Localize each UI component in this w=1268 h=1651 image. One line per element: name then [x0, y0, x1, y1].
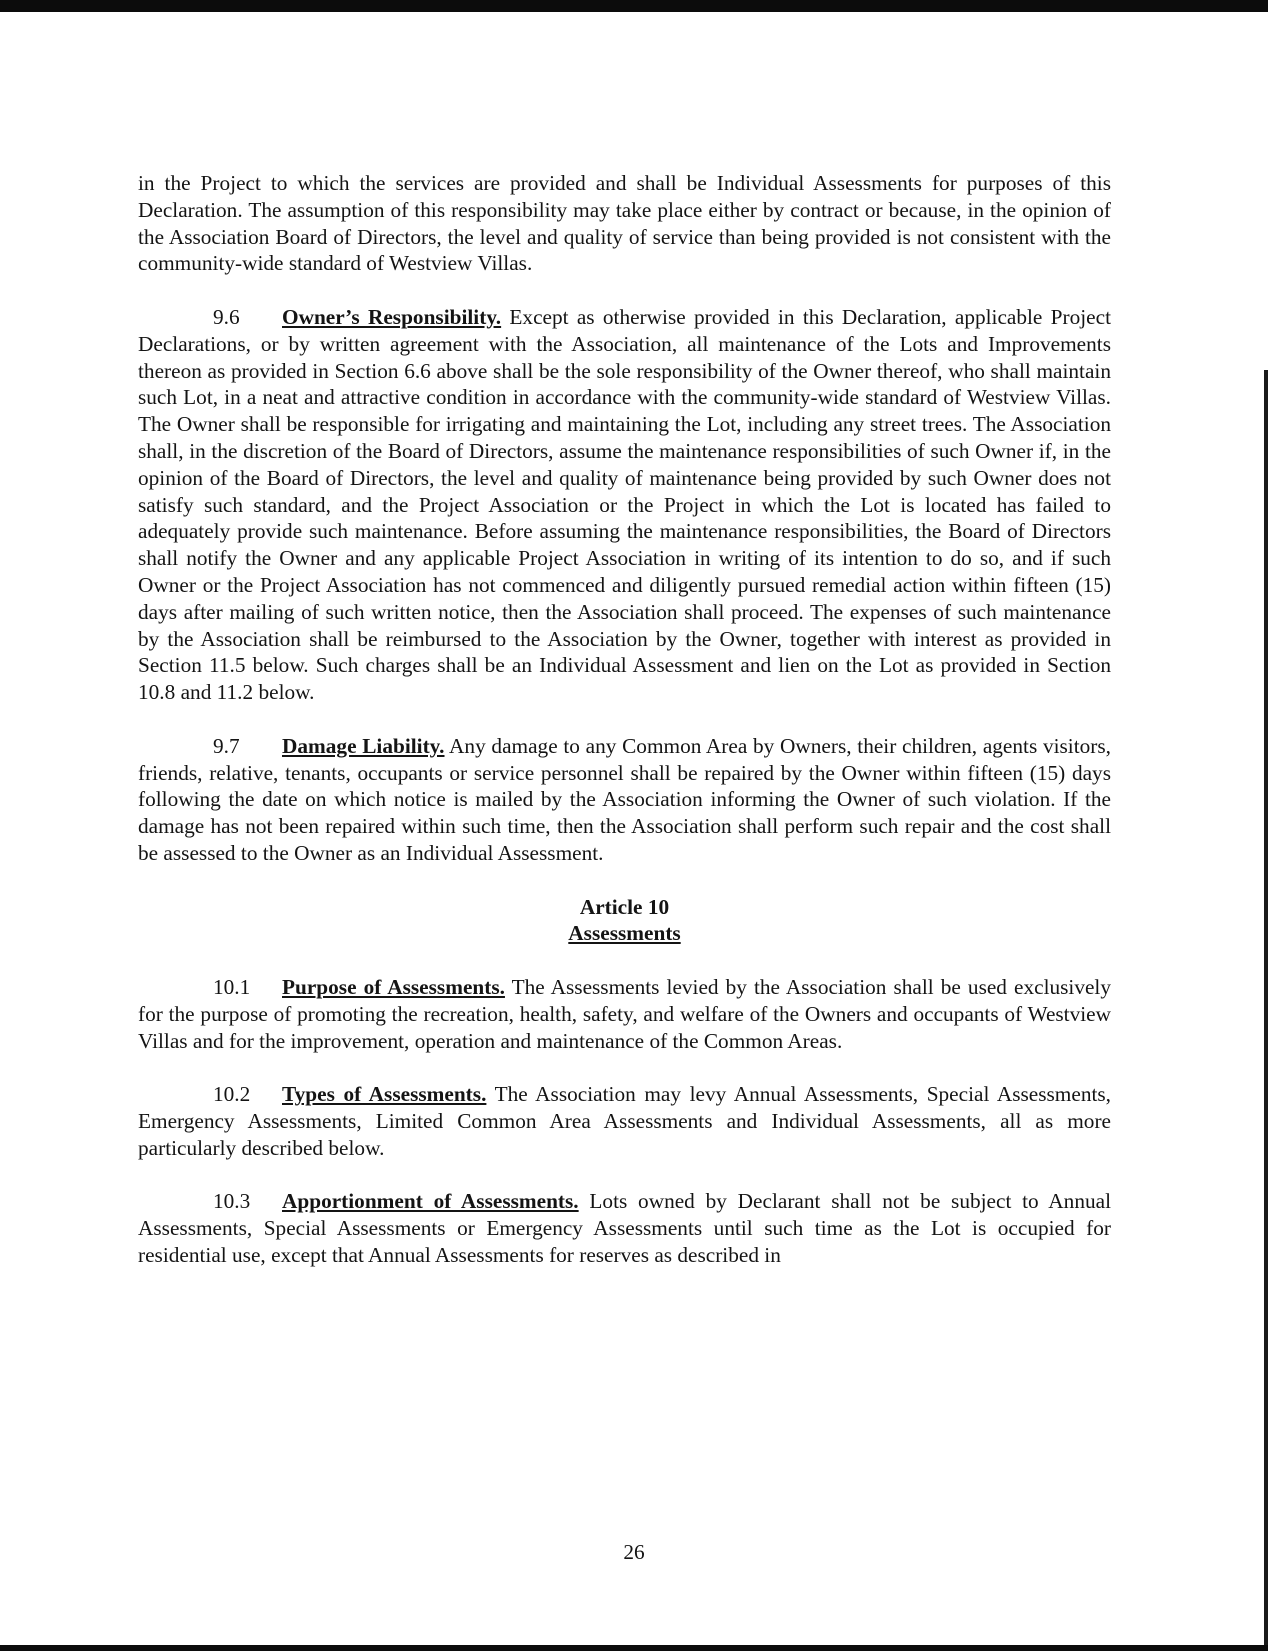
section-9-7: [138, 733, 1111, 867]
paragraph-text: in the Project to which the services are provided and shall be Individual Assessments for purposes of this Declaration. The assumption of this responsibility may take place either by contract or because, in the opinion of the Association Board of Directors, the level and quality of service than being provided is not consistent with the community-wide standard of Westview Villas.: [138, 171, 1111, 276]
section-10-3: [138, 1188, 1111, 1268]
section-number: 9.6: [213, 304, 240, 329]
section-text: Any damage to any Common Area by Owners, their children, agents visitors, friends, relative, tenants, occupants or service personnel shall be repaired by the Owner within fifteen (15) days following the date on which notice is mailed by the Association informing the Owner of such violation. If the damage has not been repaired within such time, then the Association shall perform such repair and the cost shall be assessed to the Owner as an Individual Assessment.: [138, 733, 1111, 865]
section-text: The Association may levy Annual Assessments, Special Assessments, Emergency Assessments, Limited Common Area Assessments and Individual Assessments, all as more particularly described below.: [138, 1082, 1111, 1160]
article-heading: [138, 894, 1111, 948]
section-number: 10.1: [213, 974, 251, 999]
section-number: 9.7: [213, 733, 240, 758]
section-number: 10.3: [213, 1189, 251, 1214]
section-10-2: [138, 1081, 1111, 1161]
section-heading: Types of Assessments.: [282, 1082, 487, 1107]
section-number: 10.2: [213, 1082, 251, 1107]
article-title: Assessments: [568, 921, 681, 946]
section-heading: Apportionment of Assessments.: [282, 1189, 579, 1214]
section-10-1: [138, 974, 1111, 1054]
section-heading: Purpose of Assessments.: [282, 974, 505, 999]
article-label: Article 10: [579, 894, 670, 919]
section-9-6: [138, 304, 1111, 706]
scan-right-edge: [1264, 370, 1268, 1645]
section-heading: Damage Liability.: [282, 733, 445, 758]
scan-top-border: [0, 0, 1268, 12]
page-number: 26: [623, 1540, 645, 1564]
section-text: Except as otherwise provided in this Declaration, applicable Project Declarations, or by written agreement with the Association, all maintenance of the Lots and Improvements thereon as provided in Section 6.6 above shall be the sole responsibility of the Owner thereof, who shall maintain such Lot, in a neat and attractive condition in accordance with the community-wide standard of Westview Villas. The Owner shall be responsible for irrigating and maintaining the Lot, including any street trees. The Association shall, in the discretion of the Board of Directors, assume the maintenance responsibilities of such Owner if, in the opinion of the Board of Directors, the level and quality of maintenance being provided by such Owner does not satisfy such standard, and the Project Association or the Project in which the Lot is located has failed to adequately provide such maintenance. Before assuming the maintenance responsibilities, the Board of Directors shall notify the Owner and any applicable Project Association in writing of its intention to do so, and if such Owner or the Project Association has not commenced and diligently pursued remedial action within fifteen (15) days after mailing of such written notice, then the Association shall proceed. The expenses of such maintenance by the Association shall be reimbursed to the Association by the Owner, together with interest as provided in Section 11.5 below. Such charges shall be an Individual Assessment and lien on the Lot as provided in Section 10.8 and 11.2 below.: [138, 304, 1112, 705]
section-text: The Assessments levied by the Association shall be used exclusively for the purpose of promoting the recreation, health, safety, and welfare of the Owners and occupants of Westview Villas and for the improvement, operation and maintenance of the Common Areas.: [138, 974, 1112, 1053]
scan-bottom-border: [0, 1645, 1268, 1651]
section-text: Lots owned by Declarant shall not be subject to Annual Assessments, Special Assessments or Emergency Assessments until such time as the Lot is occupied for residential use, except that Annual Assessments for reserves as described in: [138, 1189, 1111, 1267]
document-page: [138, 170, 1111, 1295]
paragraph-continuation: [138, 170, 1111, 277]
section-heading: Owner’s Responsibility.: [282, 304, 502, 329]
